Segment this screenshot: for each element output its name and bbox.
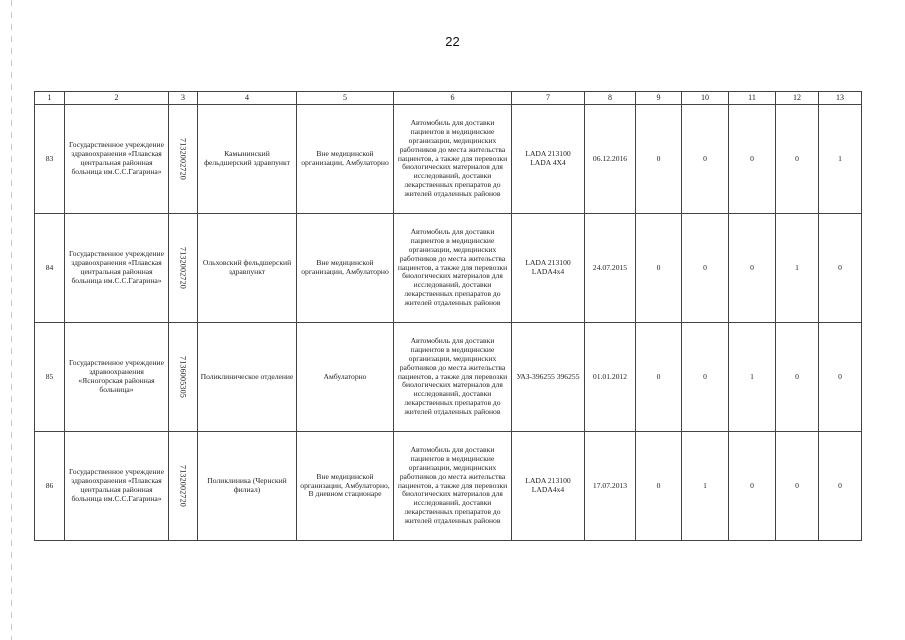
care-conditions: Вне медицинской организации, Амбулаторно <box>297 214 394 323</box>
inn-value: 7136005305 <box>178 356 188 398</box>
inn-cell <box>169 432 198 541</box>
scan-edge-mark <box>11 0 12 640</box>
subdivision-name: Поликлиническое отделение <box>198 323 297 432</box>
inn-cell <box>169 323 198 432</box>
count-cell: 0 <box>819 214 862 323</box>
count-cell: 0 <box>776 432 819 541</box>
count-cell: 1 <box>682 432 729 541</box>
subdivision-name: Камынинский фельдшерский здравпункт <box>198 105 297 214</box>
count-cell: 0 <box>819 432 862 541</box>
column-header: 7 <box>512 92 585 105</box>
column-header: 2 <box>65 92 169 105</box>
count-cell: 0 <box>636 105 682 214</box>
vehicle-model: LADA 213100 LADA4x4 <box>512 214 585 323</box>
count-cell: 1 <box>819 105 862 214</box>
inn-value: 7132002720 <box>178 465 188 507</box>
vehicle-purpose: Автомобиль для доставки пациентов в медицинские организации, медицинских работников до места жительства пациентов, а также для перевозки биологических материалов для исследований, доставки лекарственных препаратов до жителей отдаленных районов <box>394 432 512 541</box>
header-row <box>35 92 862 105</box>
count-cell: 1 <box>729 323 776 432</box>
registration-date: 06.12.2016 <box>585 105 636 214</box>
care-conditions: Амбулаторно <box>297 323 394 432</box>
inn-cell <box>169 105 198 214</box>
organization-name: Государственное учреждение здравоохранения «Плавская центральная районная больница им.С.С.Гагарина» <box>65 214 169 323</box>
column-header: 13 <box>819 92 862 105</box>
count-cell: 0 <box>682 105 729 214</box>
vehicle-purpose: Автомобиль для доставки пациентов в медицинские организации, медицинских работников до места жительства пациентов, а также для перевозки биологических материалов для исследований, доставки лекарственных препаратов до жителей отдаленных районов <box>394 323 512 432</box>
column-header: 12 <box>776 92 819 105</box>
vehicle-registry-table <box>34 91 862 541</box>
table-row <box>35 323 862 432</box>
table-row <box>35 432 862 541</box>
column-header: 6 <box>394 92 512 105</box>
table-row <box>35 105 862 214</box>
row-number: 85 <box>35 323 65 432</box>
table-row <box>35 214 862 323</box>
column-header: 1 <box>35 92 65 105</box>
count-cell: 0 <box>636 214 682 323</box>
vehicle-purpose: Автомобиль для доставки пациентов в медицинские организации, медицинских работников до места жительства пациентов, а также для перевозки биологических материалов для исследований, доставки лекарственных препаратов до жителей отдаленных районов <box>394 214 512 323</box>
subdivision-name: Поликлиника (Чернский филиал) <box>198 432 297 541</box>
vehicle-model: УАЗ-396255 396255 <box>512 323 585 432</box>
column-header: 3 <box>169 92 198 105</box>
count-cell: 0 <box>682 323 729 432</box>
count-cell: 0 <box>636 323 682 432</box>
column-header: 10 <box>682 92 729 105</box>
organization-name: Государственное учреждение здравоохранения «Ясногорская районная больница» <box>65 323 169 432</box>
row-number: 83 <box>35 105 65 214</box>
column-header: 8 <box>585 92 636 105</box>
subdivision-name: Ольховский фельдшерский здравпункт <box>198 214 297 323</box>
organization-name: Государственное учреждение здравоохранения «Плавская центральная районная больница им.С.С.Гагарина» <box>65 105 169 214</box>
count-cell: 0 <box>729 214 776 323</box>
row-number: 84 <box>35 214 65 323</box>
organization-name: Государственное учреждение здравоохранения «Плавская центральная районная больница им.С.С.Гагарина» <box>65 432 169 541</box>
page-number: 22 <box>445 34 460 49</box>
registration-date: 01.01.2012 <box>585 323 636 432</box>
column-header: 4 <box>198 92 297 105</box>
registration-date: 24.07.2015 <box>585 214 636 323</box>
vehicle-purpose: Автомобиль для доставки пациентов в медицинские организации, медицинских работников до места жительства пациентов, а также для перевозки биологических материалов для исследований, доставки лекарственных препаратов до жителей отдаленных районов <box>394 105 512 214</box>
care-conditions: Вне медицинской организации, Амбулаторно, В дневном стационаре <box>297 432 394 541</box>
count-cell: 0 <box>776 323 819 432</box>
count-cell: 0 <box>819 323 862 432</box>
care-conditions: Вне медицинской организации, Амбулаторно <box>297 105 394 214</box>
count-cell: 0 <box>776 105 819 214</box>
count-cell: 0 <box>729 432 776 541</box>
count-cell: 0 <box>682 214 729 323</box>
inn-value: 7132002720 <box>178 138 188 180</box>
inn-cell <box>169 214 198 323</box>
count-cell: 0 <box>729 105 776 214</box>
count-cell: 0 <box>636 432 682 541</box>
vehicle-model: LADA 213100 LADA 4X4 <box>512 105 585 214</box>
row-number: 86 <box>35 432 65 541</box>
column-header: 5 <box>297 92 394 105</box>
registration-date: 17.07.2013 <box>585 432 636 541</box>
column-header: 11 <box>729 92 776 105</box>
count-cell: 1 <box>776 214 819 323</box>
column-header: 9 <box>636 92 682 105</box>
inn-value: 7132002720 <box>178 247 188 289</box>
vehicle-model: LADA 213100 LADA4x4 <box>512 432 585 541</box>
